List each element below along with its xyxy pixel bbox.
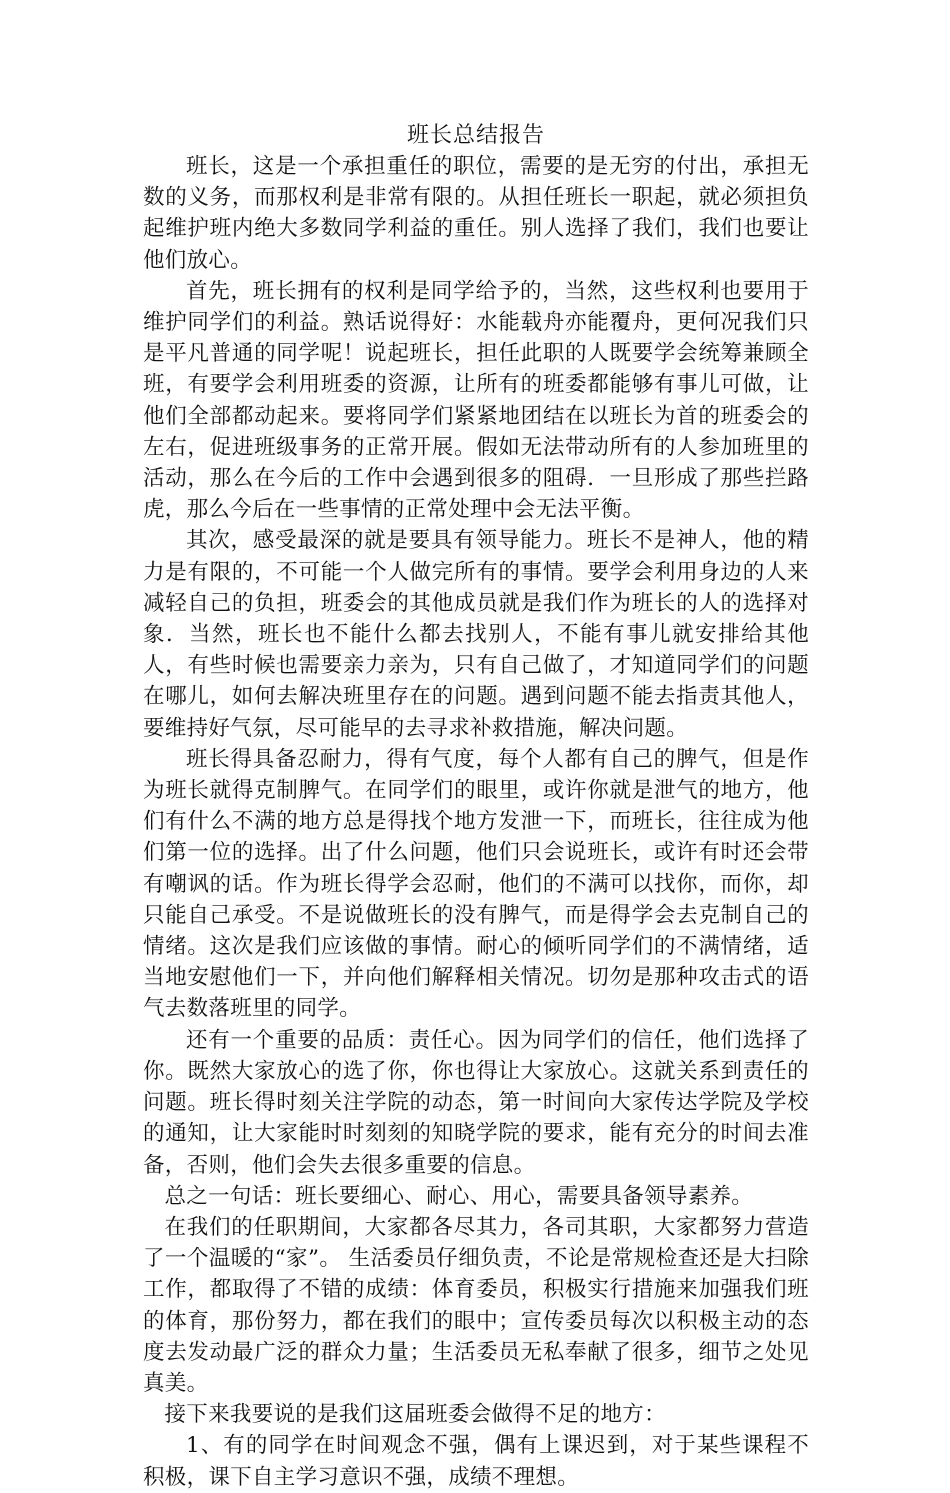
- paragraph-teamwork: 在我们的任职期间，大家都各尽其力，各司其职，大家都努力营造了一个温暖的“家”。 生活委员仔细负责，不论是常规检查还是大扫除工作，都取得了不错的成绩：体育委员，积极实行措施来加强我们班的体育，那份努力，都在我们的眼中；宣传委员每次以积极主动的态度去发动最广泛的群众力量；生活委员无私奉献了很多，细节之处见真美。: [143, 1214, 809, 1396]
- paragraph-second-point: 其次，感受最深的就是要具有领导能力。班长不是神人，他的精力是有限的，不可能一个人做完所有的事情。要学会利用身边的人来减轻自己的负担，班委会的其他成员就是我们作为班长的人的选择对象．当然，班长也不能什么都去找别人，不能有事儿就安排给其他人，有些时候也需要亲力亲为，只有自己做了，才知道同学们的问题在哪儿，如何去解决班里存在的问题。遇到问题不能去指责其他人，要维持好气氛，尽可能早的去寻求补救措施，解决问题。: [143, 528, 809, 741]
- document-title: 班长总结报告: [406, 123, 545, 148]
- paragraph-shortcomings-intro: 接下来我要说的是我们这届班委会做得不足的地方：: [164, 1402, 666, 1428]
- document-page: [143, 120, 809, 1493]
- paragraph-responsibility: 还有一个重要的品质：责任心。因为同学们的信任，他们选择了你。既然大家放心的选了你，你也得让大家放心。这就关系到责任的问题。班长得时刻关注学院的动态，第一时间向大家传达学院及学校的通知，让大家能时时刻刻的知晓学院的要求，能有充分的时间去准备，否则，他们会失去很多重要的信息。: [143, 1027, 809, 1178]
- paragraph-first-point: 首先，班长拥有的权利是同学给予的，当然，这些权利也要用于维护同学们的利益。熟话说得好：水能载舟亦能覆舟，更何况我们只是平凡普通的同学呢！说起班长，担任此职的人既要学会统筹兼顾全班，有要学会利用班委的资源，让所有的班委都能够有事儿可做，让他们全部都动起来。要将同学们紧紧地团结在以班长为首的班委会的左右，促进班级事务的正常开展。假如无法带动所有的人参加班里的活动，那么在今后的工作中会遇到很多的阻碍．一旦形成了那些拦路虎，那么今后在一些事情的正常处理中会无法平衡。: [143, 278, 809, 523]
- paragraph-patience: 班长得具备忍耐力，得有气度，每个人都有自己的脾气，但是作为班长就得克制脾气。在同学们的眼里，或许你就是泄气的地方，他们有什么不满的地方总是得找个地方发泄一下，而班长，往往成为他们第一位的选择。出了什么问题，他们只会说班长，或许有时还会带有嘲讽的话。作为班长得学会忍耐，他们的不满可以找你，而你，却只能自己承受。不是说做班长的没有脾气，而是得学会去克制自己的情绪。这次是我们应该做的事情。耐心的倾听同学们的不满情绪，适当地安慰他们一下，并向他们解释相关情况。切勿是那种攻击式的语气去数落班里的同学。: [143, 746, 809, 1022]
- paragraph-summary: 总之一句话：班长要细心、耐心、用心，需要具备领导素养。: [164, 1183, 754, 1209]
- paragraph-intro: 班长，这是一个承担重任的职位，需要的是无穷的付出，承担无数的义务，而那权利是非常有限的。从担任班长一职起，就必须担负起维护班内绝大多数同学利益的重任。别人选择了我们，我们也要让他们放心。: [143, 154, 809, 273]
- paragraph-shortcoming-1: 1、有的同学在时间观念不强，偶有上课迟到，对于某些课程不积极，课下自主学习意识不强，成绩不理想。: [143, 1433, 809, 1490]
